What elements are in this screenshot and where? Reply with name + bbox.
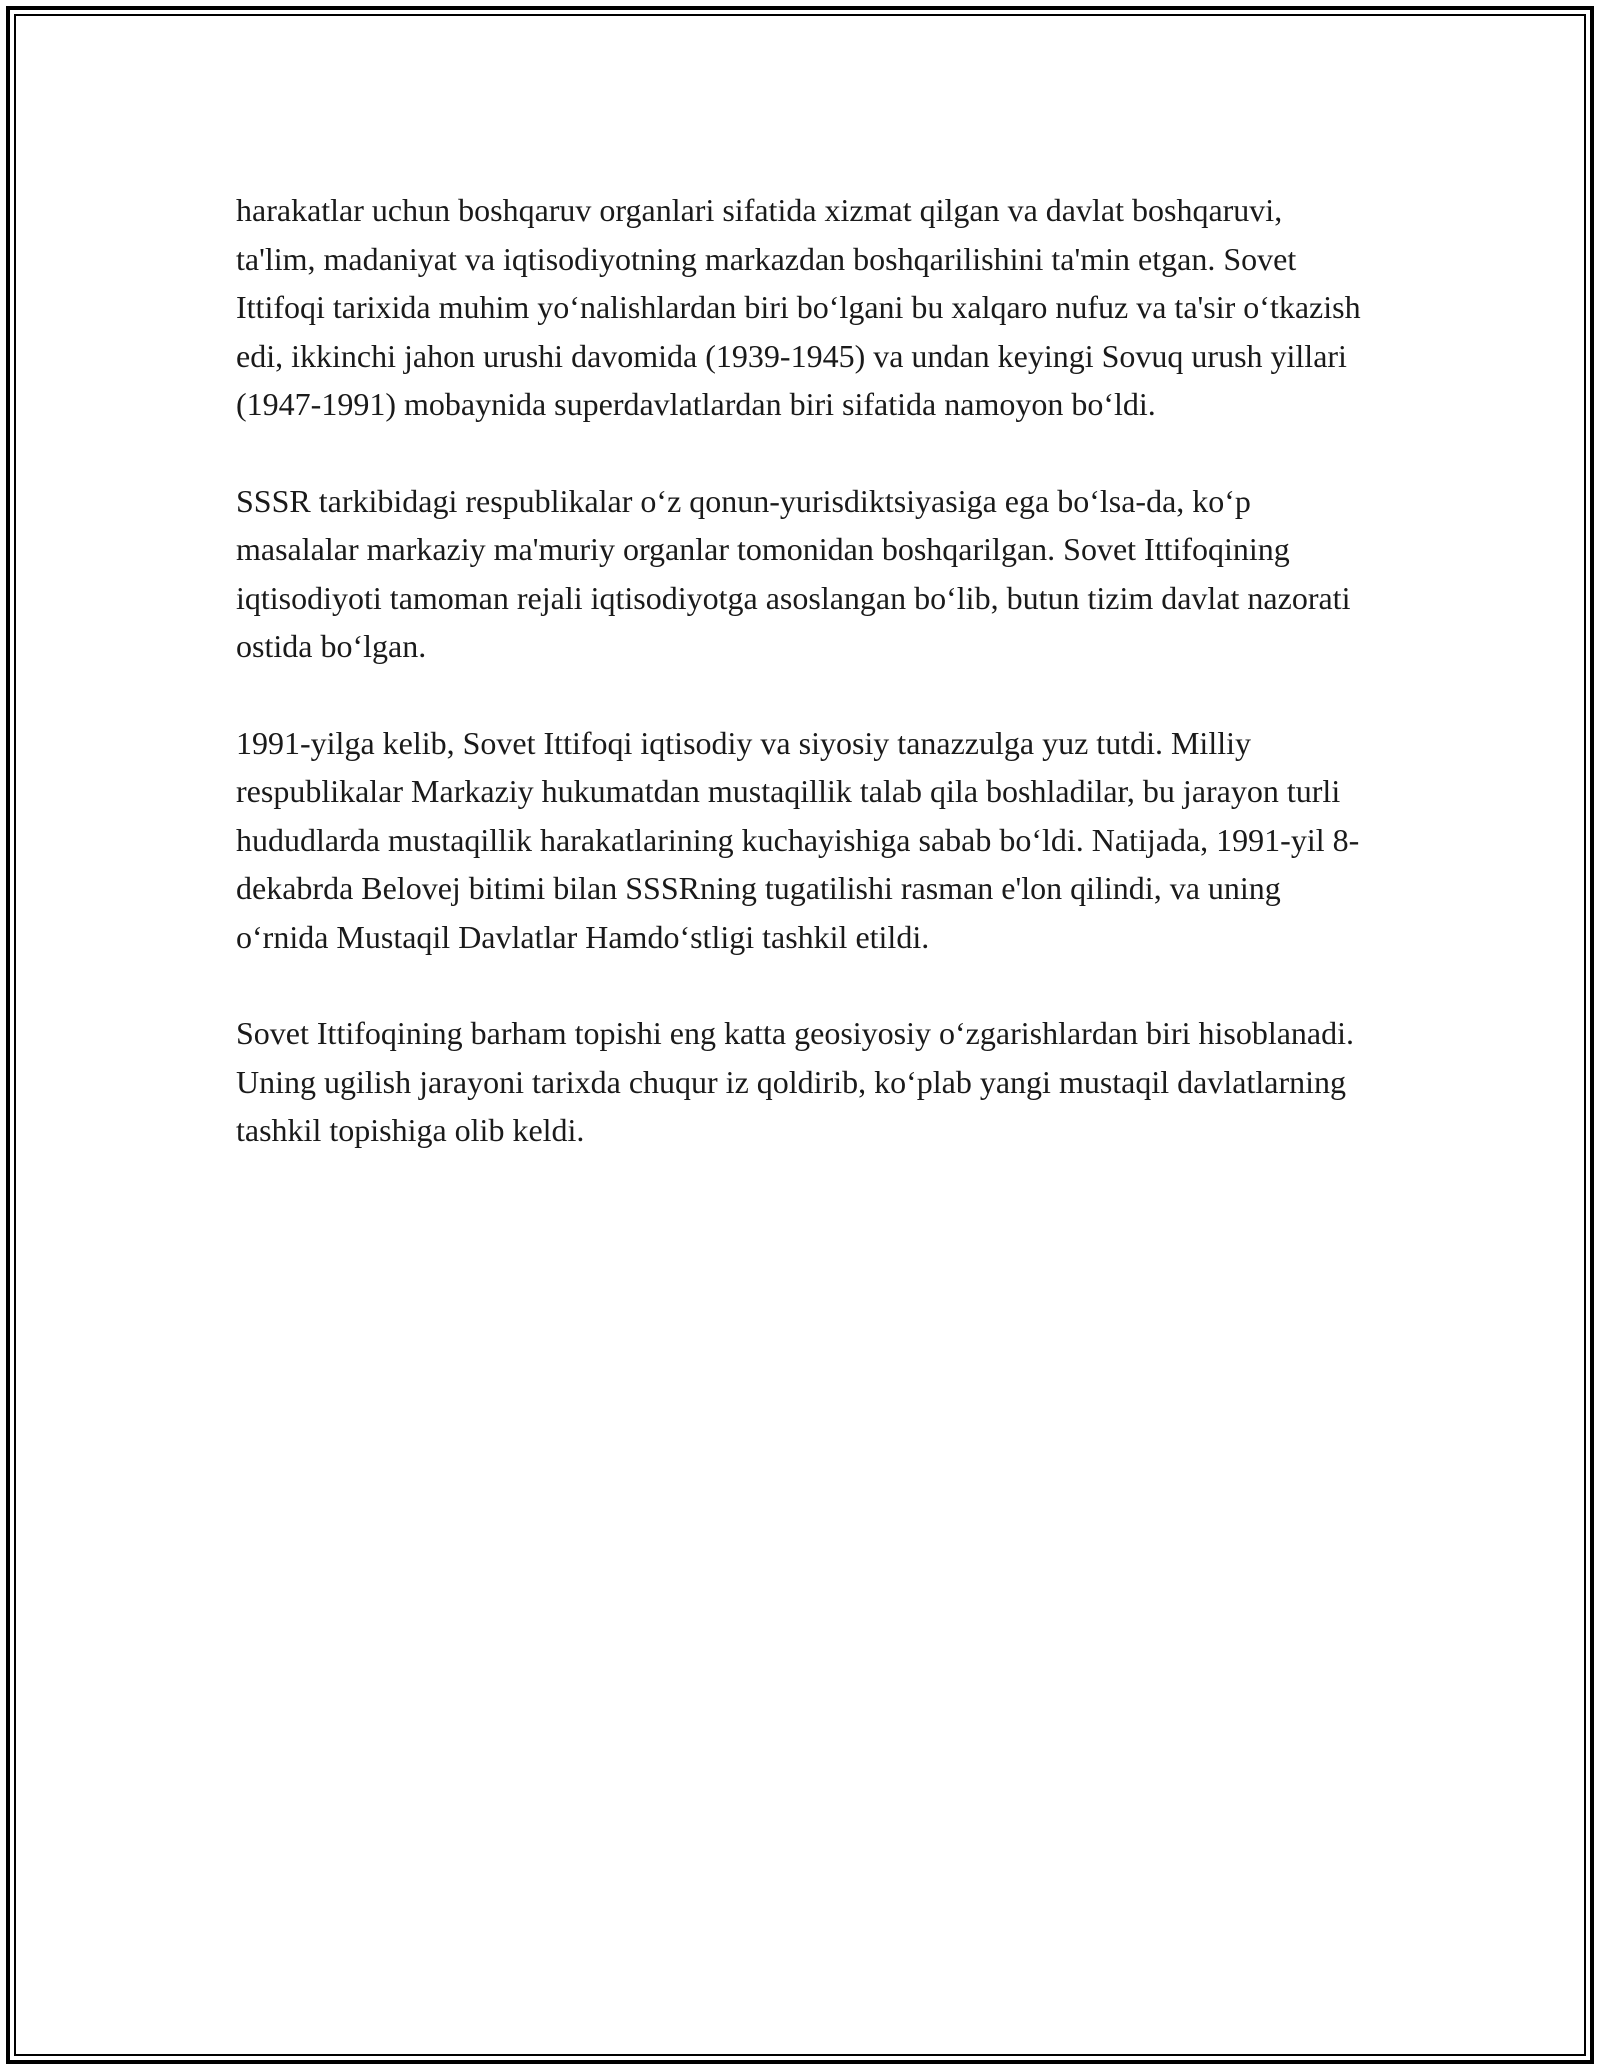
paragraph-3: 1991-yilga kelib, Sovet Ittifoqi iqtisodiy va siyosiy tanazzulga yuz tutdi. Milliy respublikalar Markaziy hukumatdan mustaqillik talab qila boshladilar, bu jarayon turli hududlarda mustaqillik harakatlarining kuchayishiga sabab bo‘ldi. Natijada, 1991-yil 8-dekabrda Belovej bitimi bilan SSSRning tugatilishi rasman e'lon qilindi, va uning o‘rnida Mustaqil Davlatlar Hamdo‘stligi tashkil etildi. [236, 724, 1360, 955]
document-body [236, 186, 1366, 1203]
paragraph-1: harakatlar uchun boshqaruv organlari sifatida xizmat qilgan va davlat boshqaruvi, ta'lim, madaniyat va iqtisodiyotning markazdan boshqarilishini ta'min etgan. Sovet Ittifoqi tarixida muhim yo‘nalishlardan biri bo‘lgani bu xalqaro nufuz va ta'sir o‘tkazish edi, ikkinchi jahon urushi davomida (1939-1945) va undan keyingi Sovuq urush yillari (1947-1991) mobaynida superdavlatlardan biri sifatida namoyon bo‘ldi. [236, 192, 1361, 422]
paragraph-2: SSSR tarkibidagi respublikalar o‘z qonun-yurisdiktsiyasiga ega bo‘lsa-da, ko‘p masalalar markaziy ma'muriy organlar tomonidan boshqarilgan. Sovet Ittifoqining iqtisodiyoti tamoman rejali iqtisodiyotga asoslangan bo‘lib, butun tizim davlat nazorati ostida bo‘lgan. [236, 482, 1351, 664]
paragraph-4: Sovet Ittifoqining barham topishi eng katta geosiyosiy o‘zgarishlardan biri hisoblanadi. Uning ugilish jarayoni tarixda chuqur iz qoldirib, ko‘plab yangi mustaqil davlatlarning tashkil topishiga olib keldi. [236, 1015, 1354, 1148]
